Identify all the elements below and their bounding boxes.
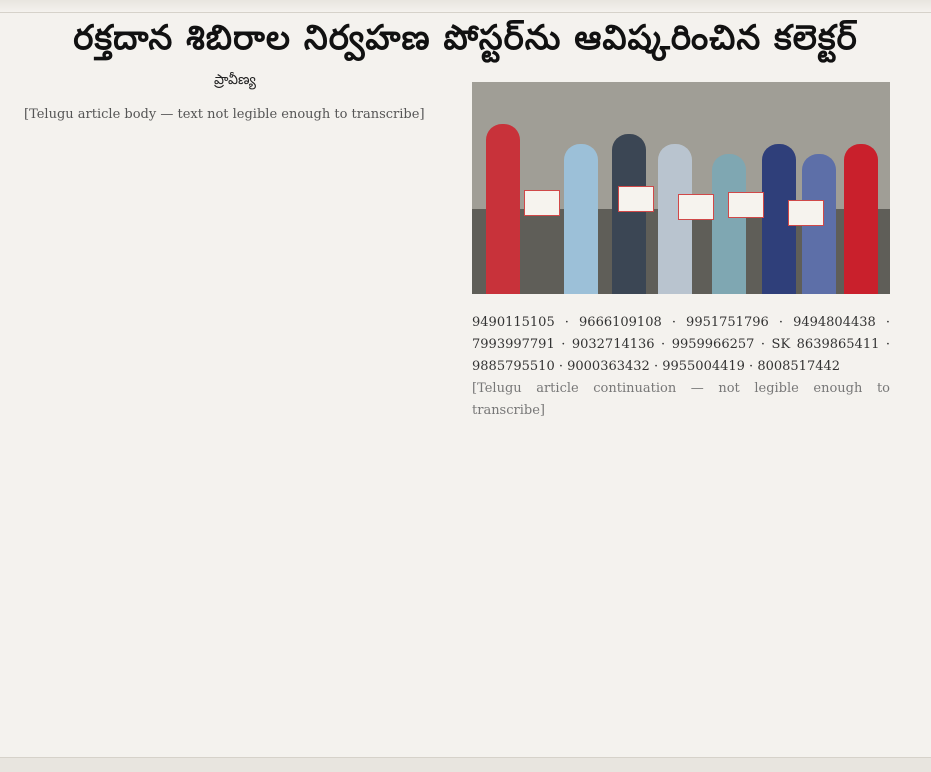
photo-poster [788, 200, 824, 226]
article-byline: ప్రావీణ్య [214, 72, 256, 88]
photo-person [486, 124, 520, 294]
photo-poster [728, 192, 764, 218]
contact-numbers: 9490115105 · 9666109108 · 9951751796 · 9494804438 · 7993997791 · 9032714136 · 9959966257 · SK 8639865411 · 9885795510 · 9000363432 · 9955004419 · 8008517442 [472, 315, 890, 374]
right-column-note: [Telugu article continuation — not legible enough to transcribe] [472, 381, 890, 418]
left-column-note: [Telugu article body — text not legible enough to transcribe] [24, 107, 425, 122]
page-top-edge [0, 0, 931, 13]
photo-poster [678, 194, 714, 220]
page-bottom-edge [0, 757, 931, 772]
photo-poster [524, 190, 560, 216]
photo-person [612, 134, 646, 294]
event-photo [472, 82, 890, 294]
photo-person [564, 144, 598, 294]
photo-person [844, 144, 878, 294]
article-body-right [472, 312, 890, 752]
photo-poster [618, 186, 654, 212]
article-headline: రక్తదాన శిబిరాల నిర్వహణ పోస్టర్‌ను ఆవిష్కరించిన కలెక్టర్ [73, 18, 858, 58]
article-body-left [24, 104, 464, 754]
photo-person [712, 154, 746, 294]
